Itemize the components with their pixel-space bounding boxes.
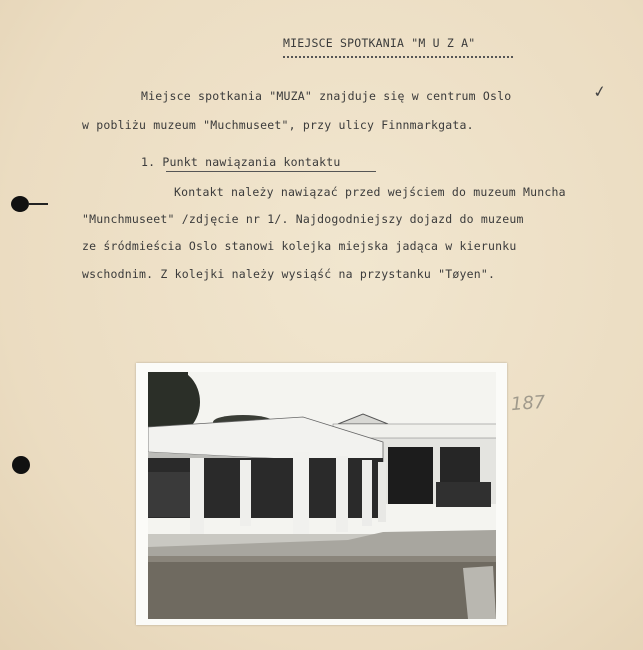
intro-line-2: w pobliżu muzeum "Muchmuseet", przy ulicy Finnmarkgata.: [82, 118, 474, 132]
body-line: Kontakt należy nawiązać przed wejściem do muzeum Muncha: [174, 185, 566, 199]
body-line: "Munchmuseet" /zdjęcie nr 1/. Najdogodniejszy dojazd do muzeum: [82, 212, 524, 226]
section-heading: 1. Punkt nawiązania kontaktu: [141, 155, 341, 169]
body-line: ze śródmieścia Oslo stanowi kolejka miejska jadąca w kierunku: [82, 239, 517, 253]
photo-frame: [136, 363, 507, 625]
punch-hole: [11, 196, 29, 212]
intro-line-1: Miejsce spotkania "MUZA" znajduje się w centrum Oslo: [141, 89, 512, 103]
museum-entrance-photo: [148, 372, 496, 619]
section-underline: [166, 171, 376, 172]
page-number: 187: [510, 391, 547, 416]
check-mark-icon: ✓: [591, 81, 608, 102]
punch-hole: [12, 456, 30, 474]
page-title: MIEJSCE SPOTKANIA "M U Z A": [283, 36, 476, 50]
ink-mark: [28, 203, 48, 205]
body-line: wschodnim. Z kolejki należy wysiąść na przystanku "Tøyen".: [82, 267, 496, 281]
title-underline: [283, 56, 513, 58]
